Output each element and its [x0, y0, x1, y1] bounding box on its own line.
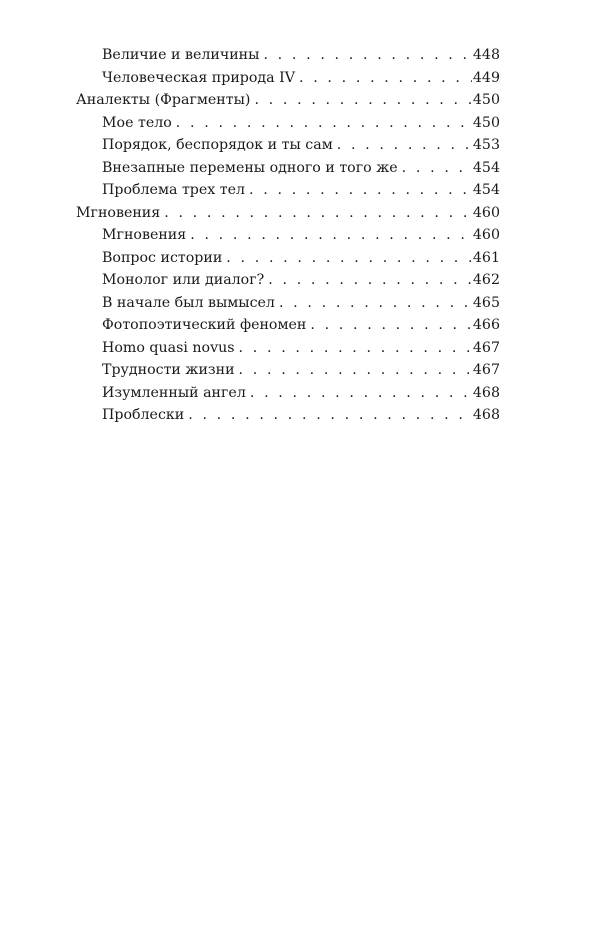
toc-entry-title: Человеческая природа IV	[102, 69, 295, 86]
toc-dot-leader	[402, 157, 472, 180]
toc-entry	[76, 314, 500, 337]
toc-entry-title: Homo quasi novus	[102, 339, 235, 356]
toc-entry	[76, 247, 500, 270]
toc-section-title: Аналекты (Фрагменты)	[76, 92, 251, 108]
toc-entry-page: 467	[472, 362, 500, 378]
toc-entry	[76, 269, 500, 292]
toc-entry-page: 448	[472, 47, 500, 63]
toc-entry-title: В начале был вымысел	[102, 294, 275, 311]
toc-entry-title: Трудности жизни	[102, 362, 235, 378]
toc-dot-leader	[164, 202, 472, 225]
toc-entry	[76, 382, 500, 405]
table-of-contents	[76, 44, 500, 427]
toc-entry-page: 453	[472, 137, 500, 153]
toc-entry-title: Вопрос истории	[102, 249, 223, 266]
toc-dot-leader	[337, 134, 472, 157]
toc-entry-page: 454	[472, 182, 500, 198]
toc-entry	[76, 112, 500, 135]
toc-entry	[76, 337, 500, 360]
toc-entry	[76, 179, 500, 202]
toc-entry	[76, 134, 500, 157]
toc-dot-leader	[310, 314, 472, 337]
toc-entry-title: Монолог или диалог?	[102, 272, 265, 288]
toc-entry	[76, 404, 500, 427]
toc-entry-page: 467	[472, 339, 500, 356]
toc-dot-leader	[254, 89, 471, 112]
toc-dot-leader	[249, 179, 472, 202]
toc-dot-leader	[299, 67, 472, 90]
toc-entry-title: Проблема трех тел	[102, 182, 246, 198]
toc-entry-page: 465	[472, 294, 500, 311]
toc-entry	[76, 224, 500, 247]
toc-entry-title: Изумленный ангел	[102, 384, 246, 401]
toc-dot-leader	[239, 359, 472, 382]
toc-dot-leader	[176, 112, 472, 135]
toc-entry-page: 466	[472, 317, 500, 333]
toc-entry-title: Мое тело	[102, 114, 172, 131]
toc-dot-leader	[279, 292, 472, 315]
toc-entry	[76, 44, 500, 67]
toc-section-entry	[76, 89, 500, 112]
toc-dot-leader	[190, 224, 472, 247]
toc-entry-title: Фотопоэтический феномен	[102, 317, 307, 333]
toc-entry-title: Внезапные перемены одного и того же	[102, 159, 398, 176]
toc-entry-page: 462	[472, 272, 500, 288]
toc-entry-page: 460	[472, 227, 500, 243]
toc-dot-leader	[239, 337, 472, 360]
toc-entry-page: 450	[472, 92, 500, 108]
toc-entry-title: Величие и величины	[102, 47, 260, 63]
toc-entry-page: 460	[472, 204, 500, 221]
toc-entry-title: Порядок, беспорядок и ты сам	[102, 137, 333, 153]
toc-entry	[76, 292, 500, 315]
toc-dot-leader	[188, 404, 472, 427]
toc-entry	[76, 157, 500, 180]
toc-dot-leader	[250, 382, 472, 405]
toc-entry-page: 468	[472, 384, 500, 401]
toc-entry	[76, 359, 500, 382]
toc-entry-title: Мгновения	[102, 227, 187, 243]
toc-section-entry	[76, 202, 500, 225]
toc-entry-page: 461	[472, 249, 500, 266]
toc-dot-leader	[263, 44, 471, 67]
toc-entry-page: 450	[472, 114, 500, 131]
toc-entry-title: Проблески	[102, 407, 185, 423]
toc-dot-leader	[226, 247, 472, 270]
toc-entry-page: 468	[472, 407, 500, 423]
toc-dot-leader	[268, 269, 472, 292]
toc-entry-page: 454	[472, 159, 500, 176]
toc-entry-page: 449	[472, 69, 500, 86]
toc-entry	[76, 67, 500, 90]
toc-section-title: Мгновения	[76, 204, 161, 221]
